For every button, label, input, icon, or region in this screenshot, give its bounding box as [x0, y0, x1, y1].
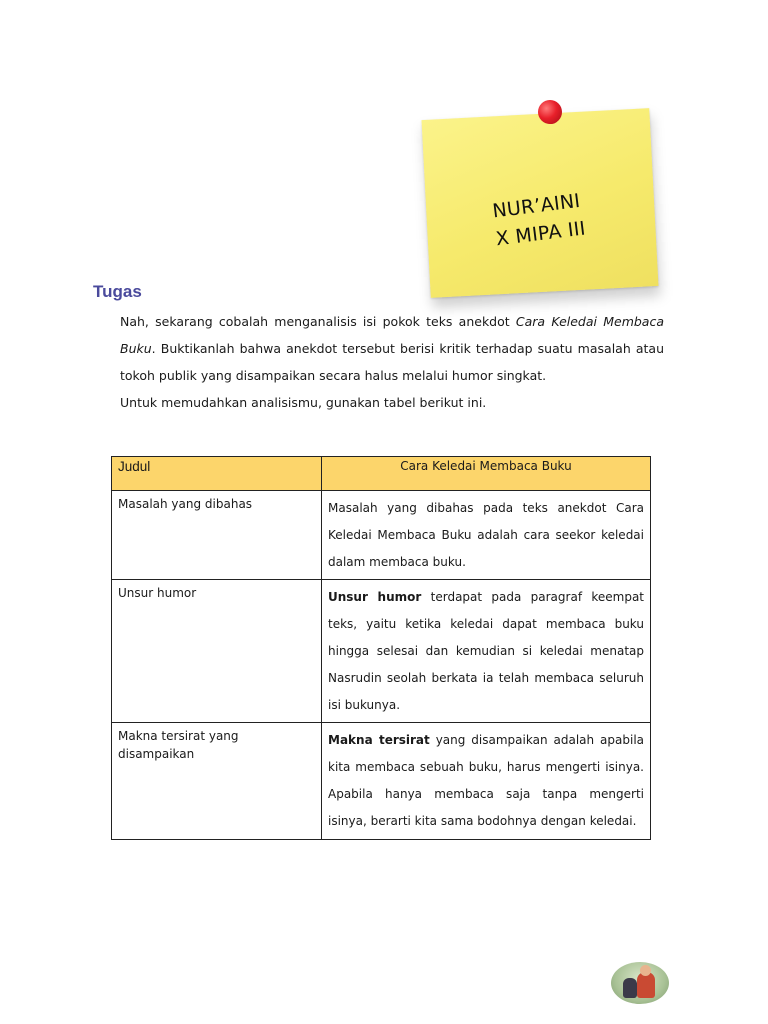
row-value-bold: Unsur humor: [328, 590, 422, 605]
logo-figure-head: [640, 965, 651, 976]
table-row: [112, 580, 651, 723]
row-value: [322, 580, 651, 723]
instruction-paragraph-1: [120, 308, 664, 389]
table-row: [112, 491, 651, 580]
table-row: [112, 723, 651, 839]
instruction-text: [120, 308, 664, 416]
row-label: Masalah yang dibahas: [112, 491, 322, 580]
row-value-text: yang disampaikan adalah apabila kita membaca sebuah buku, harus mengerti isinya. Apabila hanya membaca saja tanpa mengerti isinya, berarti kita sama bodohnya dengan keledai.: [328, 733, 645, 828]
logo-figure-dark: [623, 978, 637, 998]
student-class: X MIPA III: [494, 217, 587, 251]
student-name: NUR’AINI: [491, 189, 582, 223]
instruction-p1-start: Nah, sekarang cobalah menganalisis isi pokok teks anekdot: [120, 314, 516, 329]
row-value: [322, 723, 651, 839]
section-heading: Tugas: [93, 282, 142, 301]
table-header-title: Cara Keledai Membaca Buku: [322, 457, 651, 491]
row-label: Unsur humor: [112, 580, 322, 723]
row-value: [322, 491, 651, 580]
sticky-note: [420, 100, 660, 310]
push-pin-icon: [538, 100, 562, 124]
instruction-paragraph-2: Untuk memudahkan analisismu, gunakan tabel berikut ini.: [120, 395, 487, 410]
story-title-italic: Cara Keledai Membaca Buku: [120, 314, 664, 356]
row-value-text: Masalah yang dibahas pada teks anekdot Cara Keledai Membaca Buku adalah cara seekor keledai dalam membaca buku.: [328, 501, 644, 569]
table-header-row: [112, 457, 651, 491]
row-label: Makna tersirat yang disampaikan: [112, 723, 322, 839]
table-header-judul: Judul: [112, 457, 322, 491]
instruction-p1-end: . Buktikanlah bahwa anekdot tersebut berisi kritik terhadap suatu masalah atau tokoh publik yang disampaikan secara halus melalui humor singkat.: [120, 341, 664, 383]
sticky-note-text: [491, 187, 587, 254]
illustration-logo-icon: [611, 962, 669, 1004]
row-value-bold: Makna tersirat: [328, 733, 430, 748]
row-value-text: terdapat pada paragraf keempat teks, yaitu ketika keledai dapat membaca buku hingga selesai dan kemudian si keledai menatap Nasrudin seolah berkata ia telah membaca seluruh isi bukunya.: [328, 590, 644, 712]
analysis-table: [111, 456, 651, 840]
